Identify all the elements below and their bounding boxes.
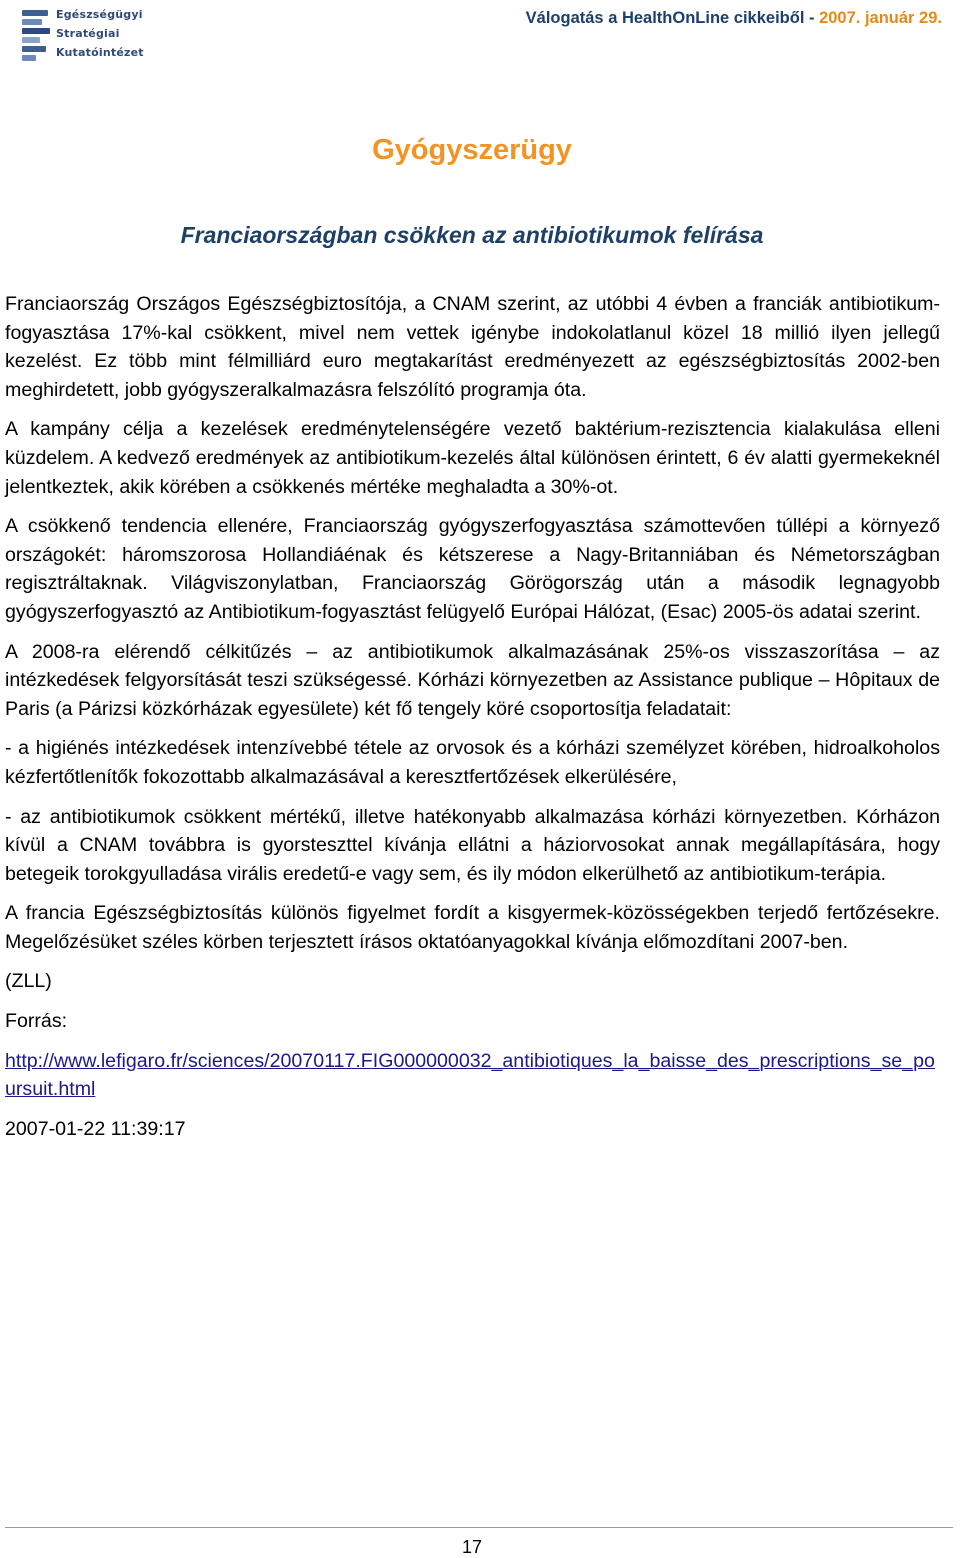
source-link[interactable]: http://www.lefigaro.fr/sciences/20070117.FIG000000032_antibiotiques_la_baisse_des_prescriptions_se_poursuit.html (5, 1049, 935, 1101)
header-source-info (526, 9, 942, 28)
paragraph-4: A 2008-ra elérendő célkitűzés – az antibiotikumok alkalmazásának 25%-os visszaszorítása – az intézkedések felgyorsítását teszi szükségessé. Kórházi környezetben az Assistance publique – Hôpitaux de Paris (a Párizsi közkórházak egyesülete) két fő tengely köré csoportosítja feladatait: (5, 640, 940, 720)
footer-divider (5, 1527, 953, 1528)
section-title: Gyógyszerügy (372, 134, 572, 166)
header-source-label: Válogatás a HealthOnLine cikkeiből - (525, 9, 820, 27)
logo-line-1: Egészségügyi (56, 8, 143, 21)
paragraph-3: A csökkenő tendencia ellenére, Franciaország gyógyszerfogyasztása számottevően túllépi a környező országokét: háromszorosa Hollandiáénak és kétszerese a Nagy-Britanniában és Németországban regisztráltaknak. Világviszonylatban, Franciaország Görögország után a második legnagyobb gyógyszerfogyasztó az Antibiotikum-fogyasztást felügyelő Európai Hálózat, (Esac) 2005-ös adatai szerint. (5, 515, 940, 623)
logo-line-2: Stratégiai (56, 27, 120, 40)
page-number: 17 (461, 1537, 483, 1557)
timestamp: 2007-01-22 11:39:17 (5, 1117, 186, 1140)
paragraph-7: A francia Egészségbiztosítás különös figyelmet fordít a kisgyermek-közösségekben terjedő fertőzésekre. Megelőzésüket széles körben terjesztett írásos oktatóanyagokkal kívánja előmozdítani 2007-ben. (5, 902, 940, 953)
article-body (5, 290, 940, 1154)
paragraph-5: - a higiénés intézkedések intenzívebbé tétele az orvosok és a kórházi személyzet körében, hidroalkoholos kézfertőtlenítők fokozottabb alkalmazásával a keresztfertőzések elkerülésére, (5, 737, 940, 788)
logo-bars-graphic (22, 8, 54, 60)
paragraph-1: Franciaország Országos Egészségbiztosítója, a CNAM szerint, az utóbbi 4 évben a franciák antibiotikum-fogyasztása 17%-kal csökkent, mivel nem vettek igénybe indokolatlanul közel 18 millió ilyen jellegű kezelést. Ez több mint félmilliárd euro megtakarítást eredményezett az egészségbiztosítás 2002-ben meghirdetett, jobb gyógyszeralkalmazásra felszólító programja óta. (5, 293, 940, 401)
page-header (0, 0, 960, 70)
author-initials: (ZLL) (5, 970, 52, 993)
logo-line-3: Kutatóintézet (56, 46, 144, 59)
institute-logo (22, 6, 142, 62)
paragraph-6: - az antibiotikumok csökkent mértékű, illetve hatékonyabb alkalmazása kórházi környezetben. Kórházon kívül a CNAM továbbra is gyorsteszttel kívánja ellátni a háziorvosokat annak megállapítására, hogy betegeik torokgyulladása virális eredetű-e vagy sem, és ily módon elkerülhető az antibiotikum-terápia. (5, 805, 940, 885)
source-paragraph (5, 1047, 940, 1104)
source-label: Forrás: (5, 1010, 68, 1033)
header-date: 2007. január 29. (819, 9, 942, 27)
paragraph-2: A kampány célja a kezelések eredménytelenségére vezető baktérium-rezisztencia kialakulása elleni küzdelem. A kedvező eredmények az antibiotikum-kezelés által különösen érintett, 6 év alatti gyermekeknél jelentkeztek, akik körében a csökkenés mértéke meghaladta a 30%-ot. (5, 418, 940, 498)
article-title: Franciaországban csökken az antibiotikumok felírása (180, 222, 764, 248)
